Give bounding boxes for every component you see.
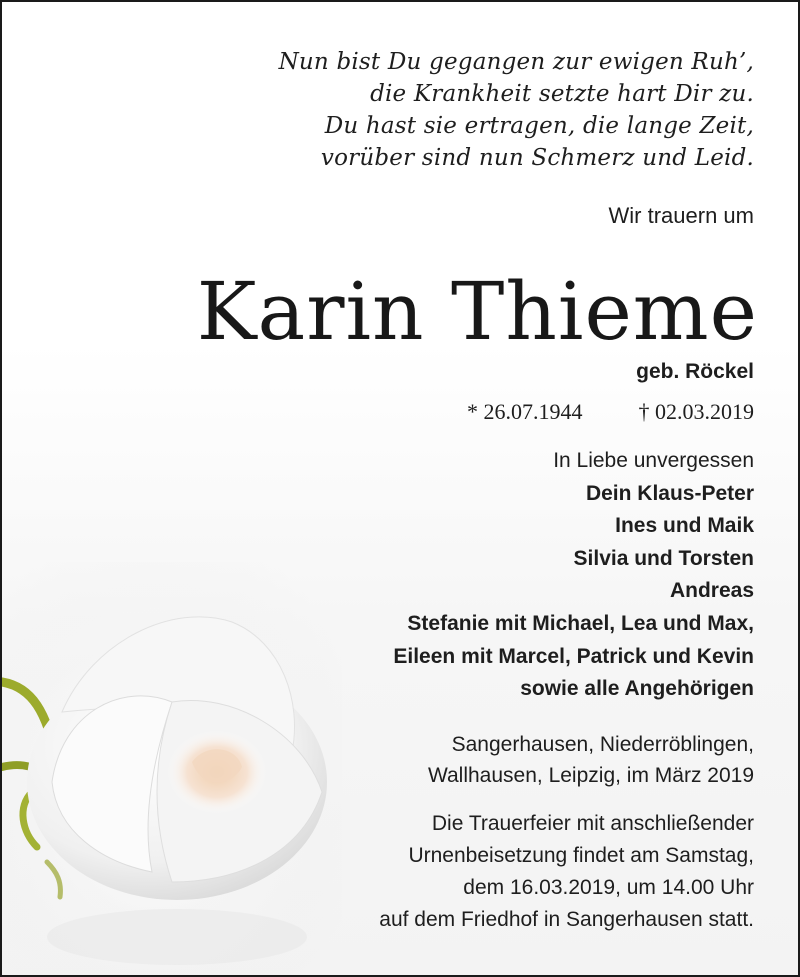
death-date: † 02.03.2019 bbox=[638, 399, 754, 424]
ceremony-line: dem 16.03.2019, um 14.00 Uhr bbox=[463, 876, 754, 899]
intro-text: Wir trauern um bbox=[608, 203, 754, 228]
mourner-name: Dein Klaus-Peter bbox=[585, 481, 754, 505]
deceased-name: Karin Thieme bbox=[196, 265, 758, 358]
memorial-poem bbox=[279, 46, 754, 174]
poem-line: Du hast sie ertragen, die lange Zeit, bbox=[324, 113, 754, 139]
place-line: Sangerhausen, Niederröblingen, bbox=[451, 733, 754, 756]
place-and-date bbox=[428, 729, 754, 791]
mourner-name: Silvia und Torsten bbox=[573, 546, 754, 570]
mourners-heading: In Liebe unvergessen bbox=[553, 449, 754, 472]
birth-date: * 26.07.1944 bbox=[467, 399, 583, 424]
life-dates bbox=[467, 398, 754, 426]
white-rose-icon bbox=[2, 562, 342, 975]
ceremony-line: auf dem Friedhof in Sangerhausen statt. bbox=[379, 908, 754, 931]
poem-line: Nun bist Du gegangen zur ewigen Ruh’, bbox=[278, 49, 754, 75]
poem-line: die Krankheit setzte hart Dir zu. bbox=[370, 81, 754, 107]
mourner-name: Eileen mit Marcel, Patrick und Kevin bbox=[393, 644, 754, 668]
mourner-name: Stefanie mit Michael, Lea und Max, bbox=[407, 611, 754, 635]
maiden-name: geb. Röckel bbox=[636, 360, 754, 383]
mourner-name: sowie alle Angehörigen bbox=[520, 677, 754, 701]
mourner-name: Ines und Maik bbox=[615, 514, 754, 538]
ceremony-line: Urnenbeisetzung findet am Samstag, bbox=[408, 844, 754, 867]
mourners-list bbox=[393, 445, 754, 706]
mourner-name: Andreas bbox=[669, 579, 754, 603]
funeral-details bbox=[379, 808, 754, 936]
ceremony-line: Die Trauerfeier mit anschließender bbox=[431, 812, 754, 835]
poem-line: vorüber sind nun Schmerz und Leid. bbox=[320, 145, 754, 171]
place-line: Wallhausen, Leipzig, im März 2019 bbox=[427, 764, 754, 787]
